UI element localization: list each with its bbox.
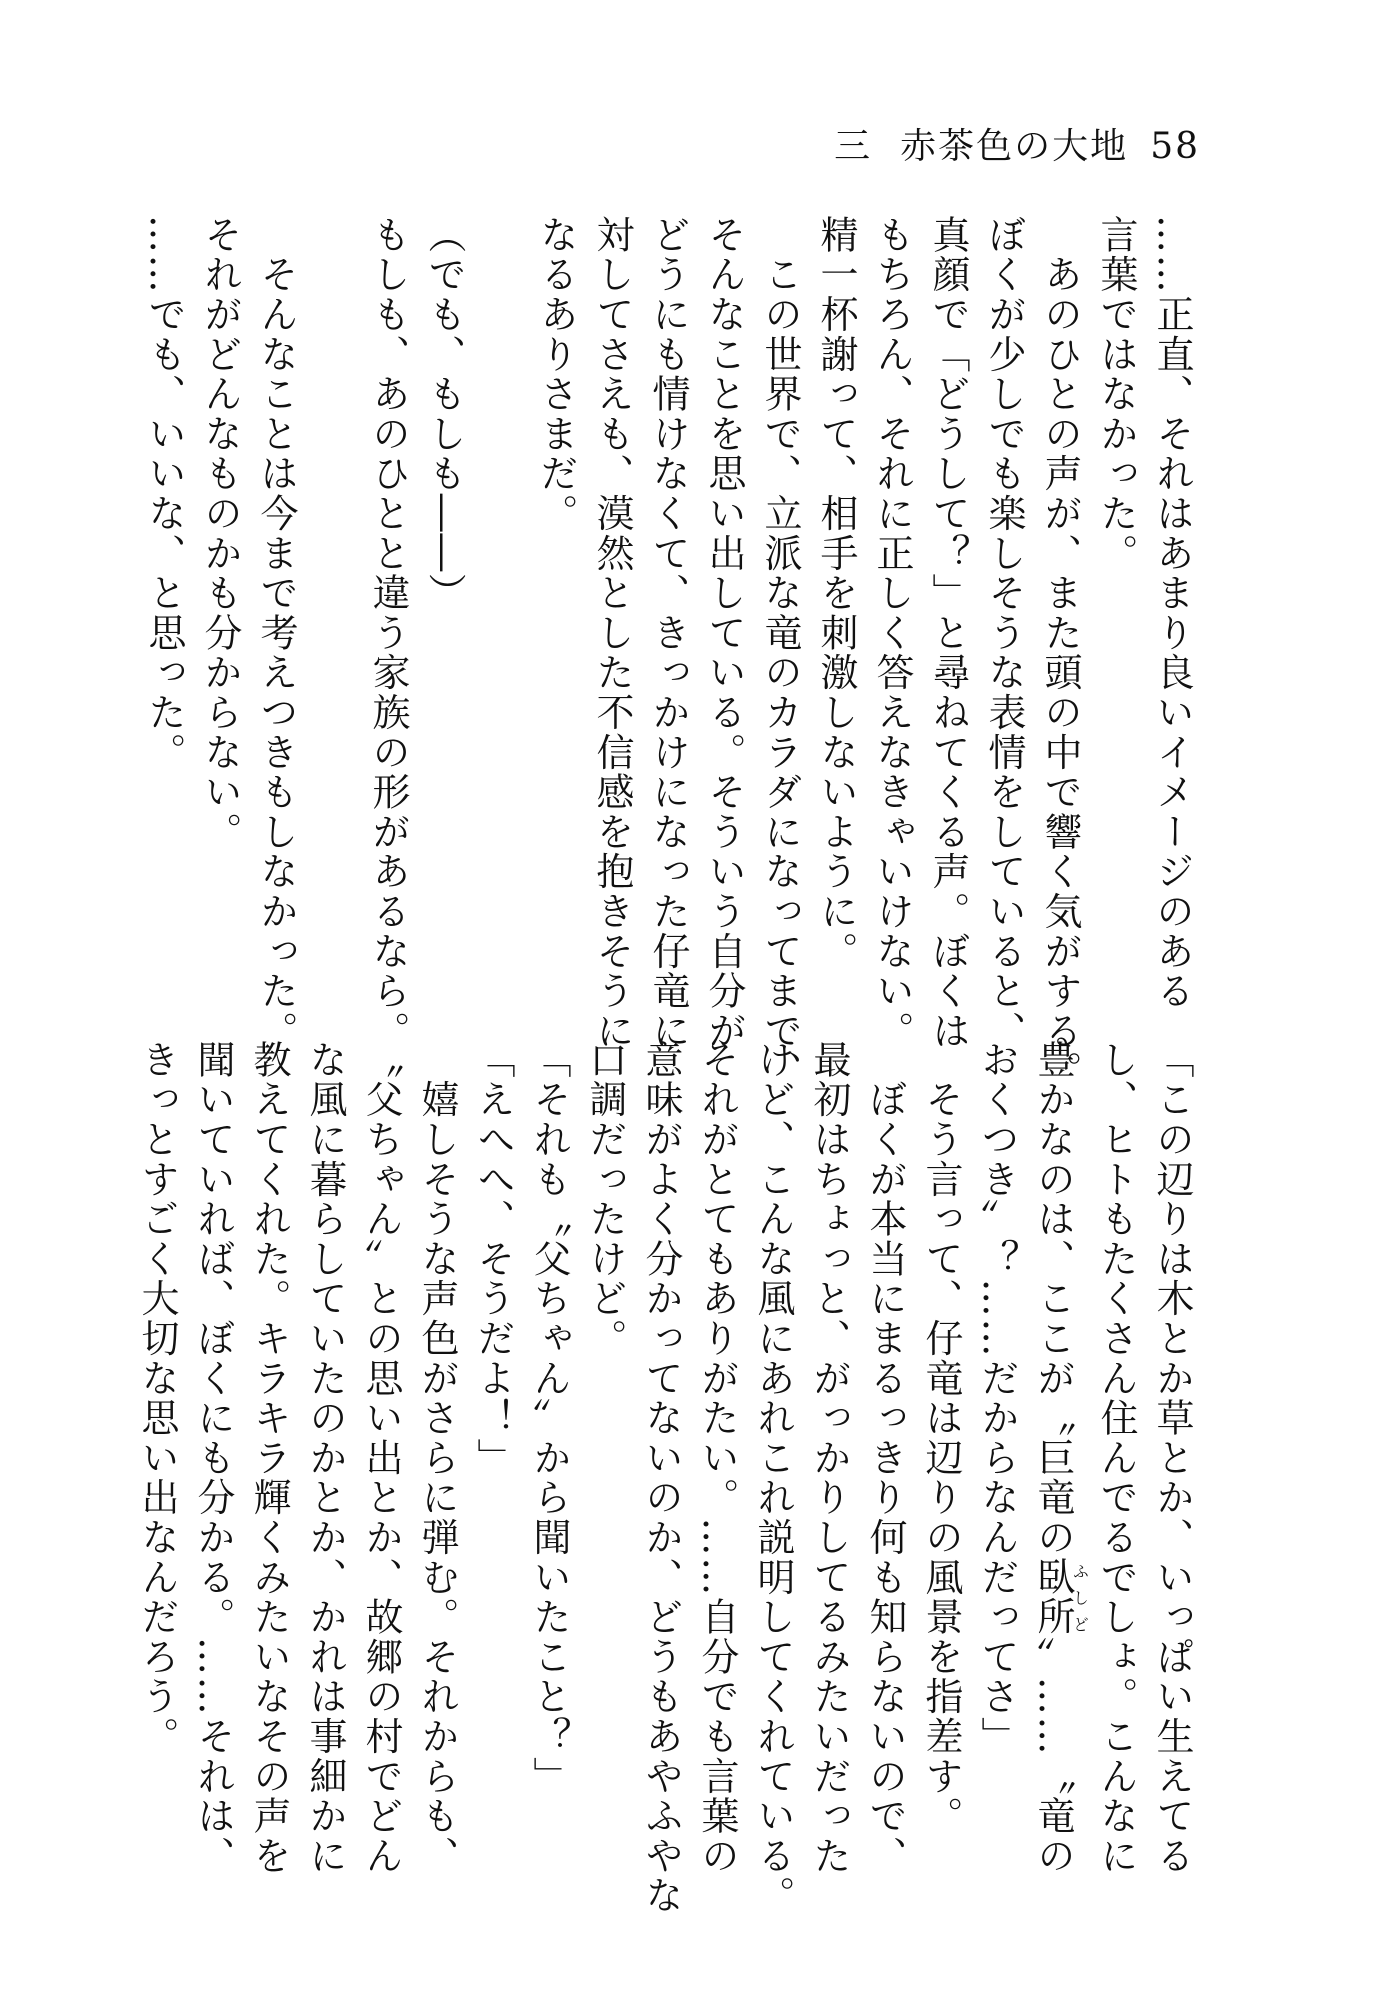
text-line: （でも、もしも――）	[422, 215, 466, 613]
text-line: もちろん、それに正しく答えなきゃいけない。	[870, 215, 914, 1051]
text-line: 「それも〝父ちゃん〟から聞いたこと？」	[527, 1040, 571, 1797]
text-line: し、ヒトもたくさん住んでるでしょ。こんなに	[1094, 1040, 1138, 1876]
text-line: 真顔で「どうして？」と尋ねてくる声。ぼくは	[926, 215, 970, 1051]
text-line: もしも、あのひとと違う家族の形があるなら。	[366, 215, 410, 1051]
text-line: 口調だったけど。	[583, 1040, 627, 1359]
bottom-text-block	[129, 1040, 1200, 1916]
text-line: それがとてもありがたい。……自分でも言葉の	[695, 1040, 739, 1876]
text-line: 精一杯謝って、相手を刺激しないように。	[814, 215, 858, 972]
text-line: あのひとの声が、また頭の中で響く気がする。	[1038, 215, 1082, 1091]
text-line: 言葉ではなかった。	[1094, 215, 1138, 574]
text-line: ぼくが少しでも楽しそうな表情をしていると、	[982, 215, 1026, 1051]
text-line: 「この辺りは木とか草とか、いっぱい生えてる	[1150, 1040, 1194, 1876]
text-line: 教えてくれた。キラキラ輝くみたいなその声を	[247, 1040, 291, 1876]
text-line: そう言って、仔竜は辺りの風景を指差す。	[919, 1040, 963, 1836]
text-line: 対してさえも、漠然とした不信感を抱きそうに	[590, 215, 634, 1051]
text-line	[1025, 1040, 1090, 1876]
page-number: 58	[1150, 126, 1200, 167]
ruby-word: 臥所ふしど	[1031, 1557, 1090, 1638]
chapter-title: 赤茶色の大地	[900, 126, 1129, 167]
text-line: ……正直、それはあまり良いイメージのある	[1150, 215, 1194, 1011]
text-line: ぼくが本当にまるっきり何も知らないので、	[863, 1040, 907, 1876]
text-line: 「えへへ、そうだよ！」	[471, 1040, 515, 1478]
text-line: ……でも、いいな、と思った。	[142, 215, 186, 773]
text-line: けど、こんな風にあれこれ説明してくれている。	[751, 1040, 795, 1916]
text-line: おくつき〟？……だからなんだってさ」	[975, 1040, 1019, 1757]
text-line: 〝父ちゃん〟との思い出とか、故郷の村でどん	[359, 1040, 403, 1876]
text-line: そんなことは今まで考えつきもしなかった。	[254, 215, 298, 1051]
ruby-reading: ふしど	[1070, 1557, 1090, 1638]
top-text-block	[136, 215, 1200, 1091]
text-line-with-ruby: 豊かなのは、ここが〝巨竜の臥所ふしど〟……〝竜の	[1031, 1040, 1090, 1876]
text-line: きっとすごく大切な思い出なんだろう。	[135, 1040, 179, 1757]
text-line: 意味がよく分かってないのか、どうもあやふやな	[639, 1040, 683, 1916]
text-line: この世界で、立派な竜のカラダになってまで、	[758, 215, 802, 1091]
chapter-number: 三	[834, 126, 873, 167]
text-line: 嬉しそうな声色がさらに弾む。それからも、	[415, 1040, 459, 1876]
text-line: そんなことを思い出している。そういう自分が	[702, 215, 746, 1051]
text-line: な風に暮らしていたのかとか、かれは事細かに	[303, 1040, 347, 1876]
text-line: 最初はちょっと、がっかりしてるみたいだった	[807, 1040, 851, 1876]
text-line: 聞いていれば、ぼくにも分かる。……それは、	[191, 1040, 235, 1876]
running-header	[834, 118, 1200, 169]
text-line: それがどんなものかも分からない。	[198, 215, 242, 852]
text-line: なるありさまだ。	[534, 215, 578, 534]
text-line: どうにも情けなくて、きっかけになった仔竜に	[646, 215, 690, 1051]
